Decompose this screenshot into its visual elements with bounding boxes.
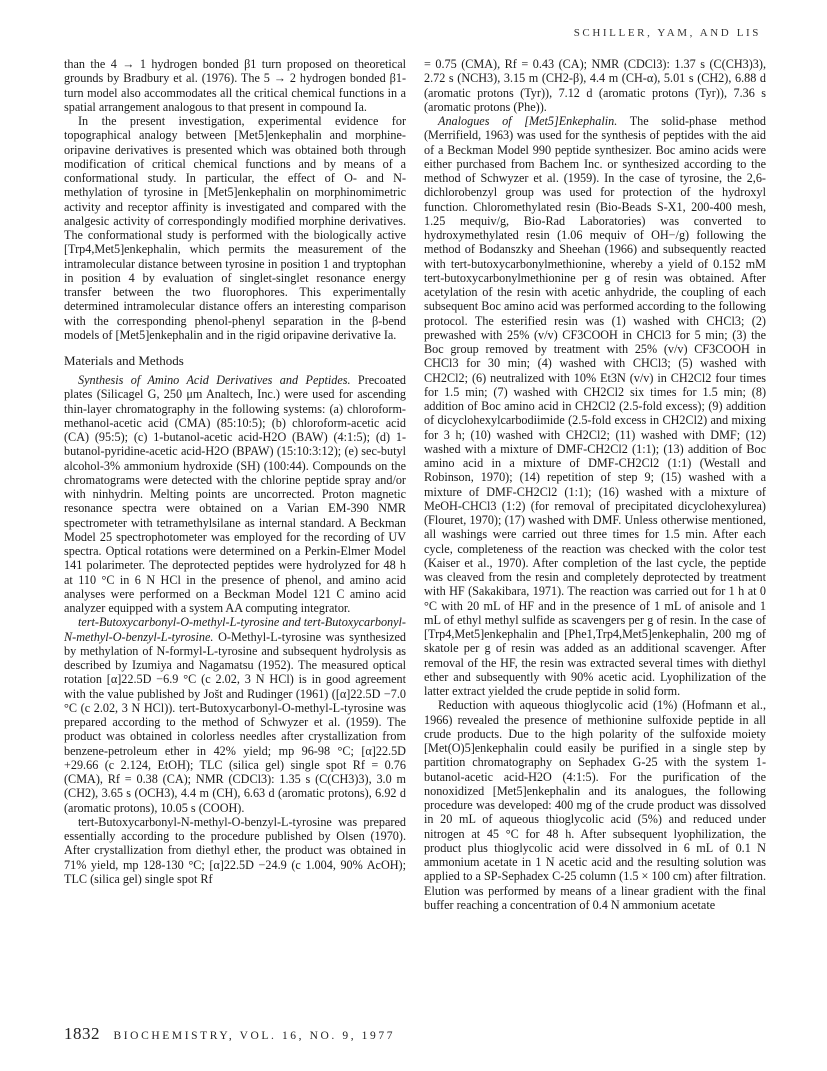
paragraph: In the present investigation, experimental evidence for topographical analogy between [Met5]enkephalin and morphine-oripavine derivatives is presented which was obtained both through modification of critical chemical functions and by means of a conformational study. In particular, the effect of O- and N-methylation of tyrosine in [Met5]enkephalin on morphinomimetric activity and receptor affinity is investigated and compared with the analgesic activity of correspondingly modified morphine derivatives. The conformational study is performed with the biologically active [Trp4,Met5]enkephalin, which permits the measurement of the intramolecular distance between tyrosine in position 1 and tryptophan in position 4 by evaluation of singlet-singlet resonance energy transfer between the two fluorophores. This experimentally determined intramolecular distance offers an interesting comparison with the corresponding phenol-phenyl separation in the β-bend models of [Met5]enkephalin and in the rigid oripavine derivative Ia. xyxy=(64,114,406,342)
paragraph-body: The solid-phase method (Merrifield, 1963) was used for the synthesis of peptides with the aid of a Beckman Model 990 peptide synthesizer. Boc amino acids were either purchased from Bachem Inc. or synthesized according to the method of Schwyzer et al. (1959). In the case of tyrosine, the 2,6-dichlorobenzyl group was used for protection of the hydroxyl function. Chloromethylated resin (Bio-Beads S-X1, 200-400 mesh, 1.25 mequiv/g, Bio-Rad Laboratories) was converted to hydroxymethylated resin (1.06 mequiv of OH−/g) following the method of Bodanszky and Sheehan (1966) and subsequently reacted with tert-butoxycarbonylmethionine, whereby a yield of 0.152 mM tert-butoxycarbonylmethionine per g of resin was obtained. After acetylation of the resin with acetic anhydride, the coupling of each subsequent Boc amino acid was performed according to the following protocol. The esterified resin was (1) washed with CHCl3; (2) prewashed with 25% (v/v) CF3COOH in CHCl3 for 5 min; (3) the Boc group removed by treatment with 25% (v/v) CF3COOH in CHCl3 for 30 min; (4) washed with CHCl3; (5) washed with CH2Cl2; (6) neutralized with 10% Et3N (v/v) in CH2Cl2 four times for 1.5 min; (7) washed with CH2Cl2 six times for 1.5 min; (8) addition of Boc amino acid in CH2Cl2 (2.5-fold excess); (9) addition of dicyclohexylcarbodiimide (2.5-fold excess in CH2Cl2) and mixing for 3 h; (10) washed with CH2Cl2; (11) washed with DMF; (12) washed with a mixture of DMF-CH2Cl2 (1:1); (13) addition of Boc amino acid in a mixture of DMF-CH2Cl2 (1:1) (Westall and Robinson, 1970); (14) repetition of step 9; (15) washed with a mixture of DMF-CH2Cl2 (1:1); (16) washed with a mixture of MeOH-CHCl3 (1:2) (for removal of precipitated dicyclohexylurea) (Flouret, 1970); (17) washed with DMF. Unless otherwise mentioned, all washings were carried out three times for 1.5 min. After each cycle, completeness of the reaction was checked with the color test (Kaiser et al., 1970). After completion of the last cycle, the peptide was cleaved from the resin and completely deprotected by treatment with HF (Sakakibara, 1971). The reaction was carried out for 1 h at 0 °C with 20 mL of HF and in the presence of 1 mL of anisole and 1 mL of ethyl methyl sulfide as scavengers per g of resin. In the case of [Trp4,Met5]enkephalin and [Phe1,Trp4,Met5]enkephalin, 200 mg of skatole per g of resin was added as an additional scavenger. After removal of the HF, the resin was extracted several times with diethyl ether and subsequently with 90% acetic acid. Lyophilization of the latter extract yielded the crude peptide in solid form. xyxy=(424,114,767,698)
page-footer xyxy=(64,1024,395,1044)
page-number: 1832 xyxy=(64,1024,100,1043)
section-heading: Materials and Methods xyxy=(64,353,184,368)
paragraph xyxy=(64,373,406,615)
paragraph-body: Precoated plates (Silicagel G, 250 μm Analtech, Inc.) were used for ascending thin-layer chromatography in the following systems: (a) chloroform-methanol-acetic acid (CMA) (85:10:5); (b) chloroform-acetic acid (CA) (95:5); (c) 1-butanol-acetic acid-H2O (BAW) (4:1:5); (d) 1-butanol-pyridine-acetic acid-H2O (BPAW) (15:10:3:12); (e) sec-butyl alcohol-3% ammonium hydroxide (SH) (100:44). Compounds on the chromatograms were detected with the chlorine peptide spray and/or with ninhydrin. Melting points are uncorrected. Proton magnetic resonance spectra were obtained on a Varian EM-390 NMR spectrometer with tetramethylsilane as internal standard. A Beckman Model 25 spectrophotometer was employed for the recording of UV spectra. Optical rotations were determined on a Perkin-Elmer Model 141 polarimeter. The deprotected peptides were hydrolyzed for 48 h at 110 °C in 6 N HCl in the presence of phenol, and amino acid analyses were performed on a Beckman Model 121 C amino acid analyzer equipped with a system AA computing integrator. xyxy=(64,373,406,615)
paragraph-body: O-Methyl-L-tyrosine was synthesized by methylation of N-formyl-L-tyrosine and subsequent hydrolysis as described by Izumiya and Nagamatsu (1952). The measured optical rotation [α]22.5D −6.9 °C (c 2.02, 3 N HCl) is in good agreement with the value published by Jošt and Rudinger (1961) ([α]22.5D −7.0 °C (c 2.02, 3 N HCl)). tert-Butoxycarbonyl-O-methyl-L-tyrosine was prepared according to the method of Schwyzer et al. (1959). The product was obtained in colorless needles after crystallization from benzene-petroleum ether in 42% yield; mp 96-98 °C; [α]22.5D +29.66 (c 2.124, EtOH); TLC (silica gel) single spot Rf = 0.76 (CMA), Rf = 0.38 (CA); NMR (CDCl3): 1.35 s (C(CH3)3), 3.0 m (CH2), 3.65 s (OCH3), 4.4 m (CH), 6.63 d (aromatic protons), 6.92 d (aromatic protons), 10.05 s (COOH). xyxy=(64,629,406,815)
journal-citation: BIOCHEMISTRY, VOL. 16, NO. 9, 1977 xyxy=(113,1030,396,1042)
paragraph: tert-Butoxycarbonyl-N-methyl-O-benzyl-L-tyrosine was prepared essentially according to the procedure published by Olsen (1970). After crystallization from diethyl ether, the product was obtained in 71% yield, mp 128-130 °C; [α]22.5D −24.9 (c 1.004, 90% AcOH); TLC (silica gel) single spot Rf xyxy=(64,814,406,886)
paragraph xyxy=(424,114,766,698)
paragraph-runin-title: tert-Butoxycarbonyl-O-methyl-L-tyrosine and tert-Butoxycarbonyl-N-methyl-O-benzyl-L-tyrosine. xyxy=(64,615,406,644)
paragraph-runin-title: Synthesis of Amino Acid Derivatives and Peptides. xyxy=(78,373,351,387)
paragraph-runin-title: Analogues of [Met5]Enkephalin. xyxy=(438,114,618,128)
paragraph xyxy=(64,615,406,815)
right-column xyxy=(424,57,766,912)
paragraph: Reduction with aqueous thioglycolic acid (1%) (Hofmann et al., 1966) revealed the presence of methionine sulfoxide peptide in all crude products. Due to the high polarity of the sulfoxide moiety [Met(O)5]enkephalin could easily be purified in a single step by partition chromatography on Sephadex G-25 with the system 1-butanol-acetic acid-H2O (4:1:5). For the purification of the nonoxidized [Met5]enkephalin and its analogues, the following procedure was developed: 400 mg of the crude product was dissolved in 20 mL of aqueous thioglycolic acid (5%) and reduced under nitrogen at 45 °C for 48 h. After subsequent lyophilization, the product plus thioglycolic acid were dissolved in 6 mL of 0.1 N ammonium acetate in 1 N acetic acid and the resulting solution was applied to a SP-Sephadex C-25 column (1.5 × 100 cm) after filtration. Elution was performed by means of a linear gradient with the final buffer reaching a concentration of 0.4 N ammonium acetate xyxy=(424,698,766,912)
paragraph: = 0.75 (CMA), Rf = 0.43 (CA); NMR (CDCl3): 1.37 s (C(CH3)3), 2.72 s (NCH3), 3.15 m (CH2-β), 4.4 m (CH-α), 5.01 s (CH2), 6.88 d (aromatic protons (Tyr)), 7.12 d (aromatic protons (Tyr)), 7.36 s (aromatic protons (Phe)). xyxy=(424,57,766,114)
running-head: SCHILLER, YAM, AND LIS xyxy=(573,27,761,39)
paragraph: than the 4 → 1 hydrogen bonded β1 turn proposed on theoretical grounds by Bradbury et al. (1976). The 5 → 2 hydrogen bonded β1-turn model also accommodates all the critical chemical functions in a spatial arrangement analogous to that present in compound Ia. xyxy=(64,57,406,114)
left-column xyxy=(64,57,406,886)
